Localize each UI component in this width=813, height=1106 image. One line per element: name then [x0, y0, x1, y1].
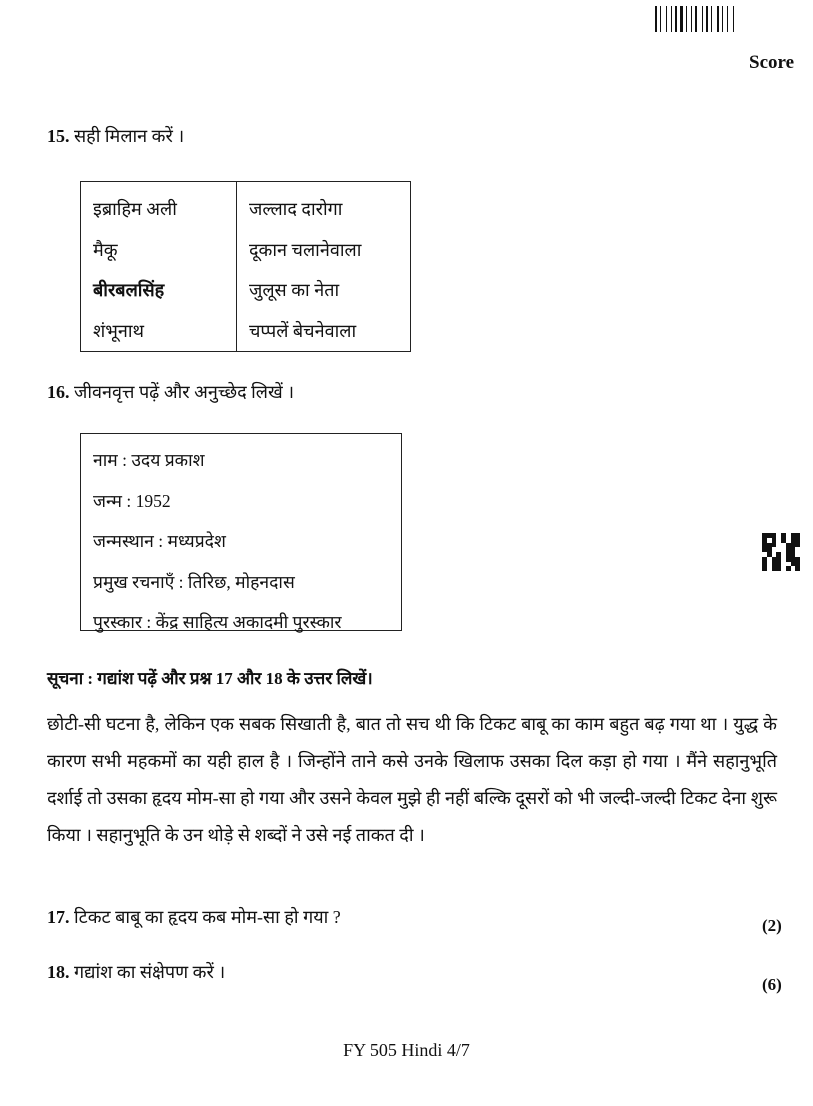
qr-code	[762, 533, 800, 571]
barcode-bar	[673, 6, 674, 32]
bio-line: प्रमुख रचनाएँ : तिरिछ, मोहनदास	[93, 571, 295, 592]
question-number: 15.	[47, 126, 70, 146]
question-number: 16.	[47, 382, 70, 402]
question-16	[47, 380, 294, 404]
barcode-bar	[729, 6, 732, 32]
score-label: Score	[749, 52, 795, 73]
biodata-box	[80, 433, 402, 631]
bio-line: नाम : उदय प्रकाश	[93, 450, 205, 470]
question-number: 18.	[47, 962, 70, 982]
match-left-item: मैकू	[93, 239, 118, 260]
match-right-item: जुलूस का नेता	[249, 280, 340, 300]
match-left-cell	[81, 182, 237, 352]
passage: छोटी-सी घटना है, लेकिन एक सबक सिखाती है, बात तो सच थी कि टिकट बाबू का काम बहुत बढ़ गया था । युद्ध के कारण सभी महकमों का यही हाल है । जिन्होंने ताने कसे उनके खिलाफ उसका दिल कड़ा हो गया । मैंने सहानुभूति दर्शाई तो उसका हृदय मोम-सा हो गया और उसने केवल मुझे ही नहीं बल्कि दूसरों को भी जल्दी-जल्दी टिकट देना शुरू किया । सहानुभूति के उन थोड़े से शब्दों ने उसे नई ताकत दी ।	[47, 714, 777, 845]
match-right-item: दूकान चलानेवाला	[249, 239, 362, 260]
barcode-bar	[691, 6, 692, 32]
barcode-bar	[666, 6, 667, 32]
barcode-bar	[698, 6, 701, 32]
match-left-item: शंभूनाथ	[93, 320, 145, 341]
barcode-bar	[733, 6, 734, 32]
match-right-cell	[237, 182, 411, 352]
barcode-bar	[695, 6, 697, 32]
barcode-bar	[717, 6, 719, 32]
match-right-item: चप्पलें बेचनेवाला	[249, 320, 357, 341]
qr-module	[795, 566, 800, 571]
barcode-bar	[680, 6, 683, 32]
barcode-bar	[688, 6, 690, 32]
question-15	[47, 124, 184, 148]
question-text: जीवनवृत्त पढ़ें और अनुच्छेद लिखें ।	[74, 382, 295, 402]
barcode-bar	[675, 6, 677, 32]
bio-line: जन्म : 1952	[93, 490, 171, 511]
barcode-bar	[722, 6, 723, 32]
question-17	[47, 905, 341, 929]
barcode-bar	[671, 6, 672, 32]
barcode	[655, 6, 800, 32]
match-left-item: इब्राहिम अली	[93, 199, 177, 219]
barcode-bar	[693, 6, 694, 32]
barcode-bar	[711, 6, 712, 32]
barcode-bar	[724, 6, 726, 32]
question-18	[47, 960, 225, 984]
barcode-bar	[709, 6, 710, 32]
barcode-bar	[713, 6, 716, 32]
bio-line: पुरस्कार : केंद्र साहित्य अकादमी पुरस्कार	[93, 612, 342, 632]
question-number: 17.	[47, 907, 70, 927]
barcode-bar	[668, 6, 670, 32]
match-table	[80, 181, 411, 352]
barcode-bar	[655, 6, 657, 32]
barcode-bar	[658, 6, 659, 32]
question-text: टिकट बाबू का हृदय कब मोम-सा हो गया ?	[74, 907, 341, 927]
barcode-bar	[662, 6, 665, 32]
barcode-bar	[660, 6, 661, 32]
bio-line: जन्मस्थान : मध्यप्रदेश	[93, 531, 226, 551]
barcode-bar	[706, 6, 708, 32]
marks-17: (2)	[762, 916, 782, 935]
barcode-bar	[727, 6, 728, 32]
question-text: सही मिलान करें ।	[74, 126, 185, 146]
barcode-bar	[686, 6, 687, 32]
barcode-bar	[720, 6, 721, 32]
marks-18: (6)	[762, 975, 782, 994]
notice: सूचना : गद्यांश पढ़ें और प्रश्न 17 और 18 के उत्तर लिखें।	[47, 669, 373, 688]
barcode-bar	[684, 6, 685, 32]
barcode-bar	[702, 6, 703, 32]
barcode-bar	[735, 6, 737, 32]
barcode-bar	[704, 6, 705, 32]
question-text: गद्यांश का संक्षेपण करें ।	[74, 962, 226, 982]
page-footer: FY 505 Hindi 4/7	[343, 1040, 470, 1060]
match-right-item: जल्लाद दारोगा	[249, 199, 343, 219]
match-left-item: बीरबलसिंह	[93, 280, 165, 300]
barcode-bar	[678, 6, 679, 32]
